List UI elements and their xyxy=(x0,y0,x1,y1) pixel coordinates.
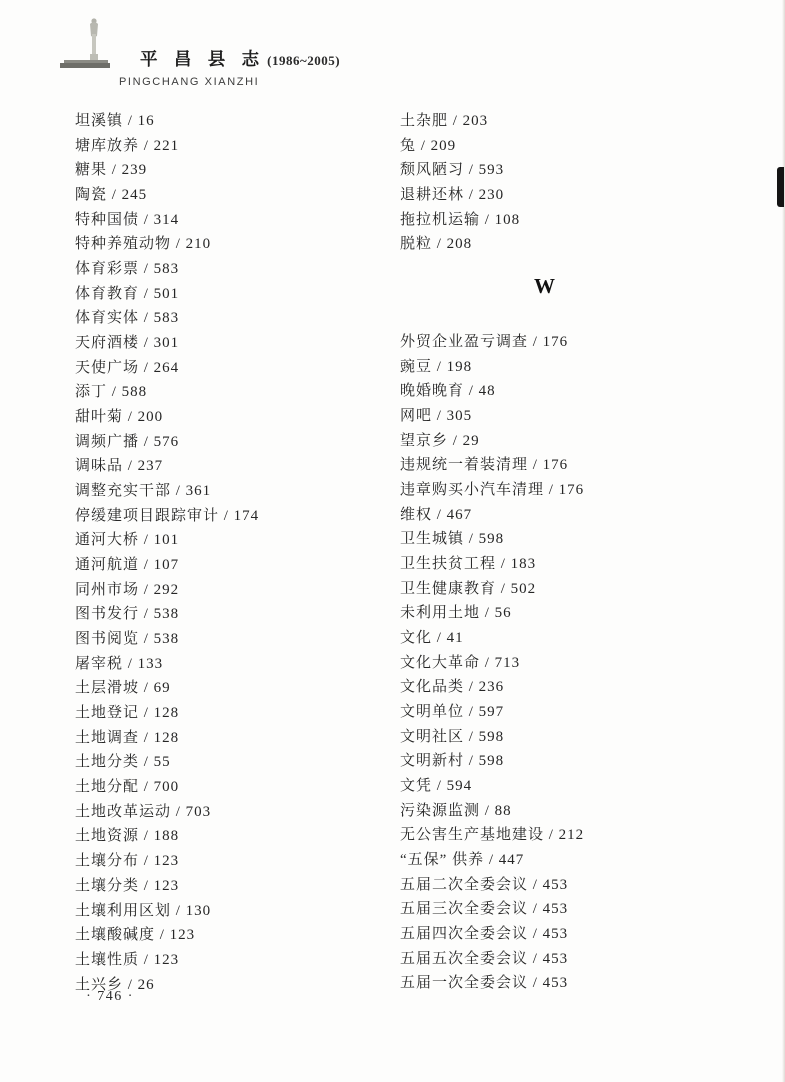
section-letter-heading: W xyxy=(534,274,556,298)
index-entry: 体育彩票 / 583 xyxy=(75,261,180,278)
index-entry: 文明单位 / 597 xyxy=(400,704,505,721)
index-entry: 土地调查 / 128 xyxy=(75,729,180,746)
index-entry: 天府酒楼 / 301 xyxy=(75,335,180,352)
page-number: · 746 · xyxy=(86,989,134,1004)
index-entry: 通河大桥 / 101 xyxy=(75,532,180,549)
book-title-cn: 平 昌 县 志 xyxy=(140,49,266,69)
index-entry: 五届四次全委会议 / 453 xyxy=(400,926,569,943)
index-entry: 土壤分布 / 123 xyxy=(75,853,180,870)
index-entry: 土地资源 / 188 xyxy=(75,828,180,845)
index-entry: 天使广场 / 264 xyxy=(75,359,180,376)
index-entry: 文化 / 41 xyxy=(400,630,464,647)
index-entry: 五届二次全委会议 / 453 xyxy=(400,876,569,893)
index-entry: 违规统一着装清理 / 176 xyxy=(400,457,569,474)
index-entry: 卫生城镇 / 598 xyxy=(400,531,505,548)
index-entry: 土兴乡 / 26 xyxy=(75,976,155,993)
index-entry: 体育实体 / 583 xyxy=(75,310,180,327)
index-entry: 望京乡 / 29 xyxy=(400,432,480,449)
index-entry: 颓风陋习 / 593 xyxy=(400,162,505,179)
index-entry: 无公害生产基地建设 / 212 xyxy=(400,827,585,844)
index-entry: 卫生扶贫工程 / 183 xyxy=(400,556,537,573)
book-title-romanized: PINGCHANG XIANZHI xyxy=(119,76,260,88)
index-entry: 网吧 / 305 xyxy=(400,408,473,425)
index-entry: 土层滑坡 / 69 xyxy=(75,680,171,697)
index-entry: 污染源监测 / 88 xyxy=(400,802,512,819)
index-entry: 五届三次全委会议 / 453 xyxy=(400,901,569,918)
index-entry: 陶瓷 / 245 xyxy=(75,187,148,204)
index-entry: 文明新村 / 598 xyxy=(400,753,505,770)
index-column-right-bottom xyxy=(400,330,584,996)
index-entry: 兔 / 209 xyxy=(400,137,457,154)
index-entry: 同州市场 / 292 xyxy=(75,581,180,598)
scan-edge-mark xyxy=(777,167,784,207)
index-entry: 甜叶菊 / 200 xyxy=(75,409,164,426)
index-entry: 拖拉机运输 / 108 xyxy=(400,211,521,228)
index-entry: 特种养殖动物 / 210 xyxy=(75,236,212,253)
index-entry: 屠宰税 / 133 xyxy=(75,655,164,672)
index-entry: 违章购买小汽车清理 / 176 xyxy=(400,482,585,499)
index-entry: 五届五次全委会议 / 453 xyxy=(400,950,569,967)
index-entry: 未利用土地 / 56 xyxy=(400,605,512,622)
index-entry: 调味品 / 237 xyxy=(75,458,164,475)
index-entry: 退耕还林 / 230 xyxy=(400,187,505,204)
index-column-left xyxy=(75,109,259,997)
index-entry: 调频广播 / 576 xyxy=(75,433,180,450)
monument-logo-icon xyxy=(60,14,116,72)
index-entry: 文化品类 / 236 xyxy=(400,679,505,696)
index-entry: 图书阅览 / 538 xyxy=(75,631,180,648)
index-entry: 豌豆 / 198 xyxy=(400,358,473,375)
index-entry: 土杂肥 / 203 xyxy=(400,113,489,129)
book-title-years: (1986~2005) xyxy=(267,53,341,68)
index-entry: 卫生健康教育 / 502 xyxy=(400,580,537,597)
index-entry: 图书发行 / 538 xyxy=(75,606,180,623)
index-entry: 土地分类 / 55 xyxy=(75,754,171,771)
index-entry: 文凭 / 594 xyxy=(400,778,473,795)
index-entry: 土壤酸碱度 / 123 xyxy=(75,927,196,944)
index-entry: 坦溪镇 / 16 xyxy=(75,113,155,129)
index-entry: 外贸企业盈亏调查 / 176 xyxy=(400,334,569,350)
index-entry: 体育教育 / 501 xyxy=(75,285,180,302)
index-entry: 土壤利用区划 / 130 xyxy=(75,902,212,919)
index-entry: 通河航道 / 107 xyxy=(75,557,180,574)
index-entry: 塘库放养 / 221 xyxy=(75,137,180,154)
index-entry: 调整充实干部 / 361 xyxy=(75,483,212,500)
index-entry: 维权 / 467 xyxy=(400,506,473,523)
index-entry: 五届一次全委会议 / 453 xyxy=(400,975,569,992)
index-entry: 添丁 / 588 xyxy=(75,384,148,401)
book-title xyxy=(140,46,340,71)
index-entry: 土地登记 / 128 xyxy=(75,705,180,722)
index-entry: 文化大革命 / 713 xyxy=(400,654,521,671)
index-entry: 土地改革运动 / 703 xyxy=(75,803,212,820)
index-entry: 土壤分类 / 123 xyxy=(75,877,180,894)
index-entry: 特种国债 / 314 xyxy=(75,211,180,228)
index-entry: 脱粒 / 208 xyxy=(400,236,473,253)
index-column-right-top xyxy=(400,109,520,257)
index-entry: 文明社区 / 598 xyxy=(400,728,505,745)
index-entry: “五保” 供养 / 447 xyxy=(400,852,525,869)
index-entry: 糖果 / 239 xyxy=(75,162,148,179)
index-entry: 停缓建项目跟踪审计 / 174 xyxy=(75,507,260,524)
index-entry: 土地分配 / 700 xyxy=(75,779,180,796)
index-entry: 土壤性质 / 123 xyxy=(75,951,180,968)
index-entry: 晚婚晚育 / 48 xyxy=(400,383,496,400)
